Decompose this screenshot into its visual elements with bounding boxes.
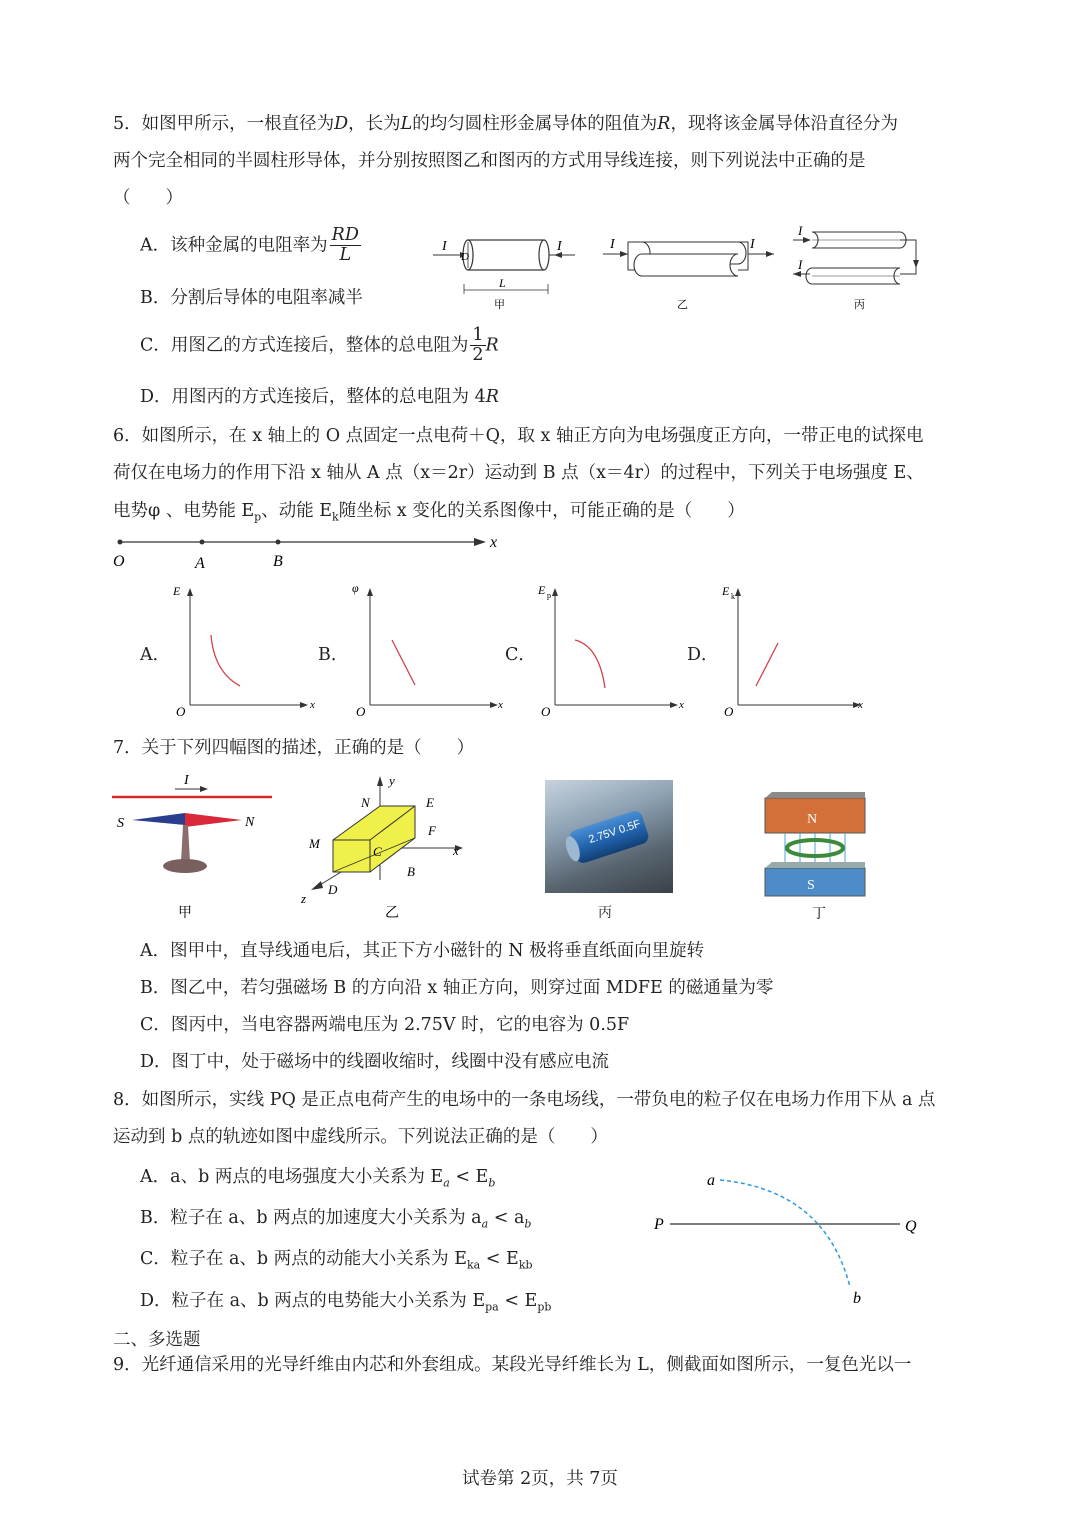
q6-graph-b	[350, 580, 510, 720]
q7-figure-yi	[295, 770, 475, 925]
svg-text:S: S	[807, 878, 815, 893]
q5-option-b[interactable]: B．分割后导体的电阻率减半	[140, 288, 363, 308]
svg-text:乙: 乙	[385, 906, 399, 921]
q6-stem-line2: 荷仅在电场力的作用下沿 x 轴从 A 点（x＝2r）运动到 B 点（x＝4r）的过程中，下列关于电场强度 E、	[113, 463, 924, 483]
svg-text:I: I	[610, 237, 615, 252]
q8-option-b[interactable]: B．粒子在 a、b 两点的加速度大小关系为 $a_a < a_b$	[140, 1208, 532, 1231]
section-heading: 二、多选题	[113, 1330, 201, 1350]
svg-text:I: I	[184, 773, 189, 788]
svg-text:N: N	[245, 815, 255, 830]
q6-option-c[interactable]: C．	[505, 645, 536, 665]
q8-stem-line1: 8．如图所示，实线 PQ 是正点电荷产生的电场中的一条电场线，一带负电的粒子仅在电场力作用下从 a 点	[113, 1090, 936, 1110]
q8-option-a[interactable]: A．a、b 两点的电场强度大小关系为 $E_a < E_b$	[140, 1167, 496, 1190]
svg-text:E: E	[173, 584, 181, 598]
svg-text:M: M	[309, 836, 320, 851]
svg-text:乙: 乙	[677, 299, 688, 311]
svg-text:z: z	[301, 891, 307, 906]
q7-figure-jia	[110, 770, 285, 925]
capacitor-photo	[545, 780, 673, 893]
svg-text:C: C	[373, 844, 382, 859]
svg-text:N: N	[807, 812, 818, 827]
svg-text:丁: 丁	[812, 907, 826, 922]
cylinder-body	[468, 240, 544, 270]
q6-option-d[interactable]: D．	[687, 645, 719, 665]
q8-option-c[interactable]: C．粒子在 a、b 两点的动能大小关系为 $E_{ka} < E_{kb}$	[140, 1249, 533, 1272]
q6-graph-a	[170, 580, 320, 720]
q5-figure-yi	[600, 226, 780, 316]
q5-figure-bing	[790, 222, 930, 317]
svg-text:O: O	[356, 704, 366, 719]
svg-text:D: D	[461, 251, 469, 263]
capacitor: 2.75V 0.5F	[568, 809, 651, 865]
curve-b	[392, 640, 415, 685]
q5-option-a[interactable]: A．该种金属的电阻率为 $\frac{RD}{L}$	[140, 225, 359, 266]
svg-text:D: D	[328, 882, 338, 897]
svg-text:B: B	[407, 864, 415, 879]
svg-text:S: S	[117, 816, 124, 831]
q5-stem-line1: 5．如图甲所示，一根直径为D，长为L的均匀圆柱形金属导体的阻值为R，现将该金属导体沿直径分为	[113, 114, 898, 134]
q5-paren: （ ）	[113, 188, 183, 208]
svg-text:I: I	[798, 223, 803, 238]
q6-graph-c	[535, 580, 695, 720]
q7-option-d[interactable]: D．图丁中，处于磁场中的线圈收缩时，线圈中没有感应电流	[140, 1052, 610, 1072]
q7-option-a[interactable]: A．图甲中，直导线通电后，其正下方小磁针的 N 极将垂直纸面向里旋转	[140, 941, 705, 961]
svg-text:x: x	[679, 699, 684, 711]
svg-text:甲: 甲	[178, 906, 192, 921]
svg-text:x: x	[490, 534, 498, 551]
q6-option-b[interactable]: B．	[318, 645, 349, 665]
q8-figure	[650, 1165, 930, 1310]
fraction-rd-over-l: $\frac{RD}{L}$	[331, 225, 359, 266]
svg-text:k: k	[731, 592, 735, 601]
particle-trajectory	[720, 1180, 850, 1287]
svg-text:I: I	[750, 237, 755, 252]
svg-text:B: B	[273, 553, 283, 570]
svg-text:y: y	[389, 773, 395, 788]
q8-option-d[interactable]: D．粒子在 a、b 两点的电势能大小关系为 $E_{pa} < E_{pb}$	[140, 1291, 552, 1314]
svg-text:E: E	[538, 583, 546, 597]
q7-option-c[interactable]: C．图丙中，当电容器两端电压为 2.75V 时，它的电容为 0.5F	[140, 1015, 630, 1035]
q7-caption-bing: 丙	[598, 905, 612, 921]
curve-c	[575, 640, 605, 688]
q7-stem: 7．关于下列四幅图的描述，正确的是（ ）	[113, 738, 475, 758]
svg-text:Q: Q	[905, 1218, 917, 1235]
svg-text:x: x	[453, 843, 459, 858]
svg-text:O: O	[724, 704, 734, 719]
svg-text:L: L	[499, 276, 506, 290]
svg-text:E: E	[722, 584, 730, 598]
q8-stem-line2: 运动到 b 点的轨迹如图中虚线所示。下列说法正确的是（ ）	[113, 1127, 608, 1147]
svg-text:x: x	[498, 699, 503, 711]
svg-text:O: O	[541, 704, 551, 719]
needle-n	[185, 813, 242, 827]
page-footer: 试卷第 2页，共 7页	[462, 1469, 618, 1489]
svg-text:φ: φ	[352, 581, 359, 595]
svg-text:a: a	[707, 1172, 715, 1189]
needle-s	[132, 813, 185, 825]
q7-figure-ding	[760, 790, 870, 925]
q6-x-axis-figure	[110, 530, 510, 575]
svg-text:N: N	[361, 795, 370, 810]
q5-option-d[interactable]: D．用图丙的方式连接后，整体的总电阻为 4R	[140, 387, 499, 407]
curve-a	[211, 635, 240, 686]
svg-text:E: E	[426, 795, 434, 810]
svg-text:P: P	[654, 1216, 664, 1233]
q6-stem-line1: 6．如图所示，在 x 轴上的 O 点固定一点电荷＋Q，取 x 轴正方向为电场强度正方向，一带正电的试探电	[113, 426, 924, 446]
svg-text:F: F	[428, 823, 436, 838]
svg-text:x: x	[858, 699, 863, 711]
q7-option-b[interactable]: B．图乙中，若匀强磁场 B 的方向沿 x 轴正方向，则穿过面 MDFE 的磁通量为零	[140, 978, 774, 998]
q5-option-c[interactable]: C．用图乙的方式连接后，整体的总电阻为 $\frac{1}{2}$ R	[140, 325, 499, 366]
svg-text:I: I	[798, 257, 803, 272]
svg-text:甲: 甲	[494, 299, 505, 311]
q5-figure-jia	[430, 228, 580, 318]
svg-text:I: I	[442, 239, 447, 254]
q6-option-a[interactable]: A．	[140, 645, 171, 665]
q5-stem-line2: 两个完全相同的半圆柱形导体，并分别按照图乙和图丙的方式用导线连接，则下列说法中正确的是	[113, 151, 866, 171]
svg-text:丙: 丙	[854, 299, 865, 311]
q6-graph-d	[718, 580, 878, 720]
svg-text:x: x	[310, 699, 315, 711]
svg-text:I: I	[557, 239, 562, 254]
q6-stem-line3: 电势φ 、电势能 $E_p$、动能 $E_k$随坐标 x 变化的关系图像中，可能正确的是（ ）	[113, 501, 745, 524]
fraction-one-half: $\frac{1}{2}$	[472, 325, 484, 366]
svg-text:O: O	[176, 704, 186, 719]
curve-d	[756, 643, 778, 686]
svg-text:p: p	[547, 591, 551, 600]
q9-stem-line1: 9．光纤通信采用的光导纤维由内芯和外套组成。某段光导纤维长为 L，侧截面如图所示，一复色光以一	[113, 1355, 912, 1375]
svg-text:A: A	[195, 555, 205, 572]
svg-text:O: O	[113, 553, 125, 570]
svg-text:b: b	[853, 1290, 861, 1307]
